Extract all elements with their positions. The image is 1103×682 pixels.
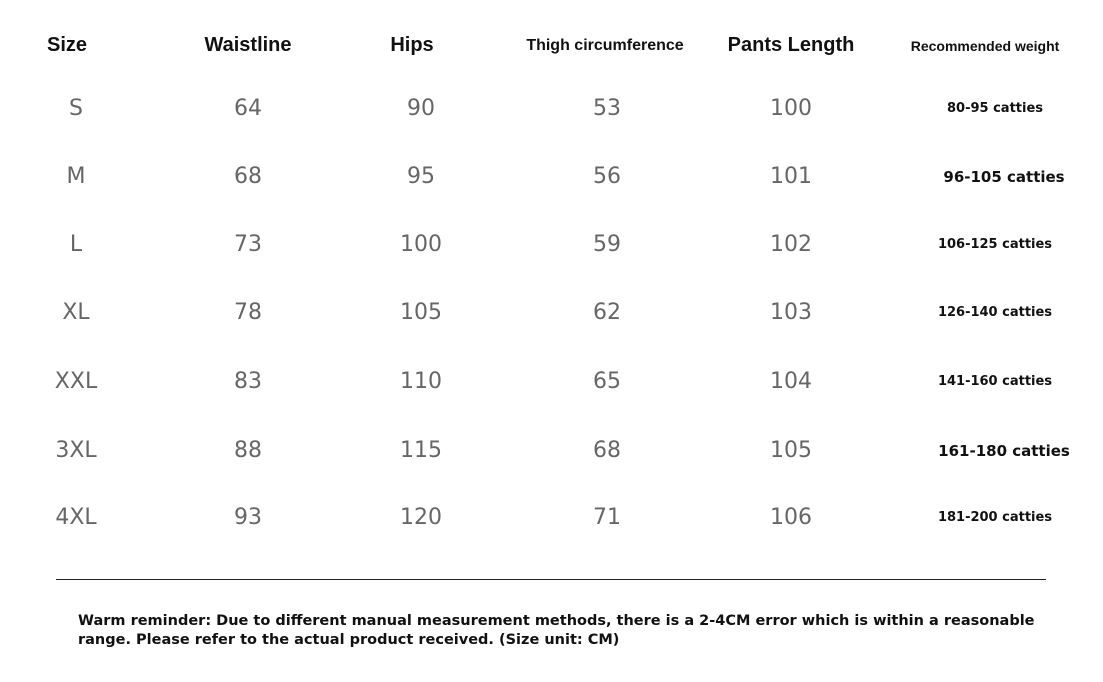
table-row <box>0 293 1103 333</box>
cell-hips: 95 <box>407 164 435 189</box>
table-header-row <box>0 0 1103 90</box>
table-row <box>0 498 1103 538</box>
cell-recommended-weight: 181-200 catties <box>937 510 1053 525</box>
cell-size: S <box>69 96 83 121</box>
cell-hips: 115 <box>400 438 442 463</box>
cell-recommended-weight: 141-160 catties <box>937 374 1053 389</box>
header-size: Size <box>46 34 88 56</box>
cell-waistline: 88 <box>234 438 262 463</box>
cell-waistline: 68 <box>234 164 262 189</box>
header-thigh-circumference: Thigh circumference <box>526 37 684 54</box>
cell-thigh: 62 <box>593 300 621 325</box>
table-row <box>0 431 1103 471</box>
footnote-line-1: Warm reminder: Due to different manual measurement methods, there is a 2-4CM error which is within a reasonable <box>78 613 1035 629</box>
cell-recommended-weight: 80-95 catties <box>946 101 1044 116</box>
header-hips: Hips <box>390 34 434 56</box>
cell-waistline: 93 <box>234 505 262 530</box>
table-row <box>0 362 1103 402</box>
cell-thigh: 65 <box>593 369 621 394</box>
cell-size: 4XL <box>55 505 97 530</box>
cell-thigh: 56 <box>593 164 621 189</box>
header-recommended-weight: Recommended weight <box>910 38 1060 54</box>
cell-pants-length: 105 <box>770 438 812 463</box>
divider-line <box>56 579 1046 580</box>
cell-thigh: 68 <box>593 438 621 463</box>
cell-pants-length: 100 <box>770 96 812 121</box>
cell-recommended-weight: 96-105 catties <box>943 168 1065 186</box>
cell-recommended-weight: 106-125 catties <box>937 237 1053 252</box>
cell-size: XL <box>62 300 90 325</box>
cell-hips: 90 <box>407 96 435 121</box>
cell-size: 3XL <box>55 438 97 463</box>
cell-pants-length: 104 <box>770 369 812 394</box>
cell-pants-length: 106 <box>770 505 812 530</box>
cell-thigh: 59 <box>593 232 621 257</box>
cell-hips: 120 <box>400 505 442 530</box>
table-row <box>0 157 1103 197</box>
cell-hips: 110 <box>400 369 442 394</box>
cell-waistline: 64 <box>234 96 262 121</box>
header-waistline: Waistline <box>204 34 292 56</box>
cell-recommended-weight: 126-140 catties <box>937 305 1053 320</box>
cell-thigh: 53 <box>593 96 621 121</box>
cell-size: XXL <box>54 369 98 394</box>
cell-hips: 105 <box>400 300 442 325</box>
warm-reminder-note <box>78 612 1038 650</box>
header-pants-length: Pants Length <box>727 34 855 56</box>
footnote-line-2: range. Please refer to the actual product received. (Size unit: CM) <box>78 632 620 648</box>
cell-thigh: 71 <box>593 505 621 530</box>
cell-size: L <box>69 232 83 257</box>
cell-waistline: 73 <box>234 232 262 257</box>
cell-pants-length: 101 <box>770 164 812 189</box>
cell-pants-length: 103 <box>770 300 812 325</box>
cell-size: M <box>66 164 86 189</box>
cell-pants-length: 102 <box>770 232 812 257</box>
cell-waistline: 78 <box>234 300 262 325</box>
cell-hips: 100 <box>400 232 442 257</box>
cell-waistline: 83 <box>234 369 262 394</box>
cell-recommended-weight: 161-180 catties <box>938 442 1070 460</box>
table-row <box>0 225 1103 265</box>
table-row <box>0 89 1103 129</box>
